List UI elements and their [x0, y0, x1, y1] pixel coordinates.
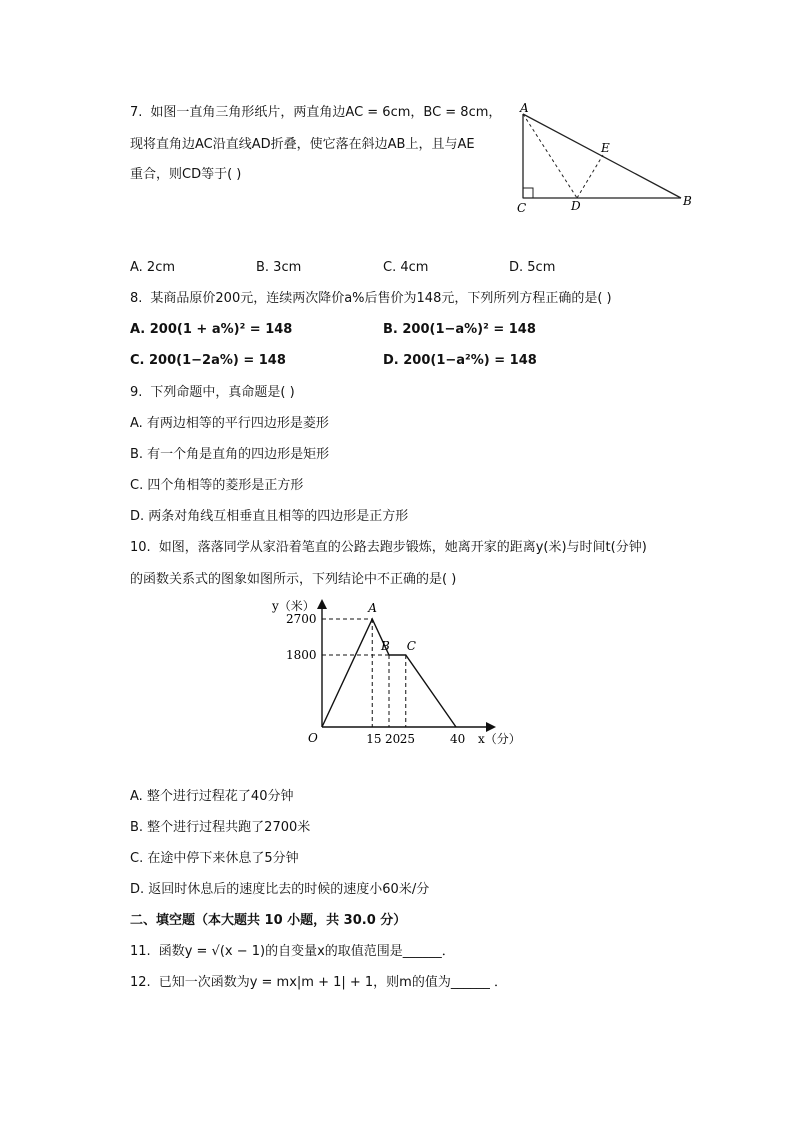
x-axis-label: x（分）: [478, 732, 521, 746]
q10-option-b: B. 整个进行过程共跑了2700米: [130, 820, 311, 835]
label-c: C: [517, 201, 527, 215]
q10-line2: 的函数关系式的图象如图所示，下列结论中不正确的是( ): [130, 572, 457, 587]
q8-option-d: D. 200(1−a²%) = 148: [383, 353, 537, 368]
q8-option-a: A. 200(1 + a%)² = 148: [130, 322, 293, 337]
section-2-title: 二、填空题（本大题共 10 小题，共 30.0 分）: [130, 913, 407, 928]
q11-text: 函数y = √(x − 1)的自变量x的取值范围是______．: [158, 944, 455, 959]
q7-option-d: D. 5cm: [509, 260, 556, 275]
q10-option-d: D. 返回时休息后的速度比去的时候的速度小60米/分: [130, 882, 430, 897]
q10-option-a: A. 整个进行过程花了40分钟: [130, 789, 294, 804]
q9-option-a: A. 有两边相等的平行四边形是菱形: [130, 416, 329, 431]
y-tick-label: 1800: [286, 648, 317, 662]
x-tick-label: 15: [366, 732, 382, 746]
q10-option-c: C. 在途中停下来休息了5分钟: [130, 851, 299, 866]
q7-option-b: B. 3cm: [256, 260, 302, 275]
q10-line1: [130, 538, 647, 558]
y-axis-arrow: [317, 599, 327, 609]
x-tick-label: 25: [399, 732, 416, 746]
point-label-a: A: [368, 601, 377, 615]
point-label-c: C: [406, 639, 416, 653]
q9-number: 9.: [130, 385, 143, 400]
label-b: B: [683, 194, 692, 208]
q8-text: 某商品原价200元，连续两次降价a%后售价为148元，下列所列方程正确的是( ): [150, 291, 612, 306]
x-axis-arrow: [486, 722, 496, 732]
q7-text-1: 如图一直角三角形纸片，两直角边AC = 6cm，BC = 8cm，: [150, 105, 502, 120]
q8-option-c: C. 200(1−2a%) = 148: [130, 353, 286, 368]
q7-line1: [130, 103, 501, 123]
q9-option-d: D. 两条对角线互相垂直且相等的四边形是正方形: [130, 509, 409, 524]
q8-option-b: B. 200(1−a%)² = 148: [383, 322, 536, 337]
q8-number: 8.: [130, 291, 143, 306]
q12-text: 已知一次函数为y = mx|m + 1| + 1，则m的值为______ ．: [158, 975, 507, 990]
q9-line: [130, 383, 295, 403]
q7-option-c: C. 4cm: [383, 260, 429, 275]
label-d: D: [571, 199, 581, 213]
q7-option-a: A. 2cm: [130, 260, 176, 275]
q12-number: 12.: [130, 975, 151, 990]
q7-number: 7.: [130, 105, 143, 120]
x-tick-label: 20: [385, 732, 401, 746]
q10-text-1: 如图，落落同学从家沿着笔直的公路去跑步锻炼，她离开家的距离y(米)与时间t(分钟): [158, 540, 647, 555]
q9-option-b: B. 有一个角是直角的四边形是矩形: [130, 447, 330, 462]
q7-triangle-figure: [505, 100, 705, 220]
q12-line: [130, 973, 507, 993]
y-axis-label: y（米）: [272, 599, 315, 613]
q11-line: [130, 942, 455, 962]
q9-text: 下列命题中，真命题是( ): [150, 385, 295, 400]
q10-number: 10.: [130, 540, 151, 555]
q7-line2: 现将直角边AC沿直线AD折叠，使它落在斜边AB上，且与AE: [130, 137, 475, 152]
x-tick-label: 40: [450, 732, 466, 746]
q11-number: 11.: [130, 944, 151, 959]
point-label-b: B: [381, 639, 390, 653]
label-a: A: [520, 101, 529, 115]
q10-distance-time-graph: [270, 596, 540, 756]
origin-label: O: [308, 731, 318, 745]
label-e: E: [601, 141, 610, 155]
right-angle-mark: [523, 188, 533, 198]
y-tick-label: 2700: [286, 612, 317, 626]
fold-ad: [523, 114, 577, 198]
segment-de: [577, 155, 603, 198]
q7-line3: 重合，则CD等于( ): [130, 167, 242, 182]
q9-option-c: C. 四个角相等的菱形是正方形: [130, 478, 304, 493]
q8-line: [130, 289, 612, 309]
